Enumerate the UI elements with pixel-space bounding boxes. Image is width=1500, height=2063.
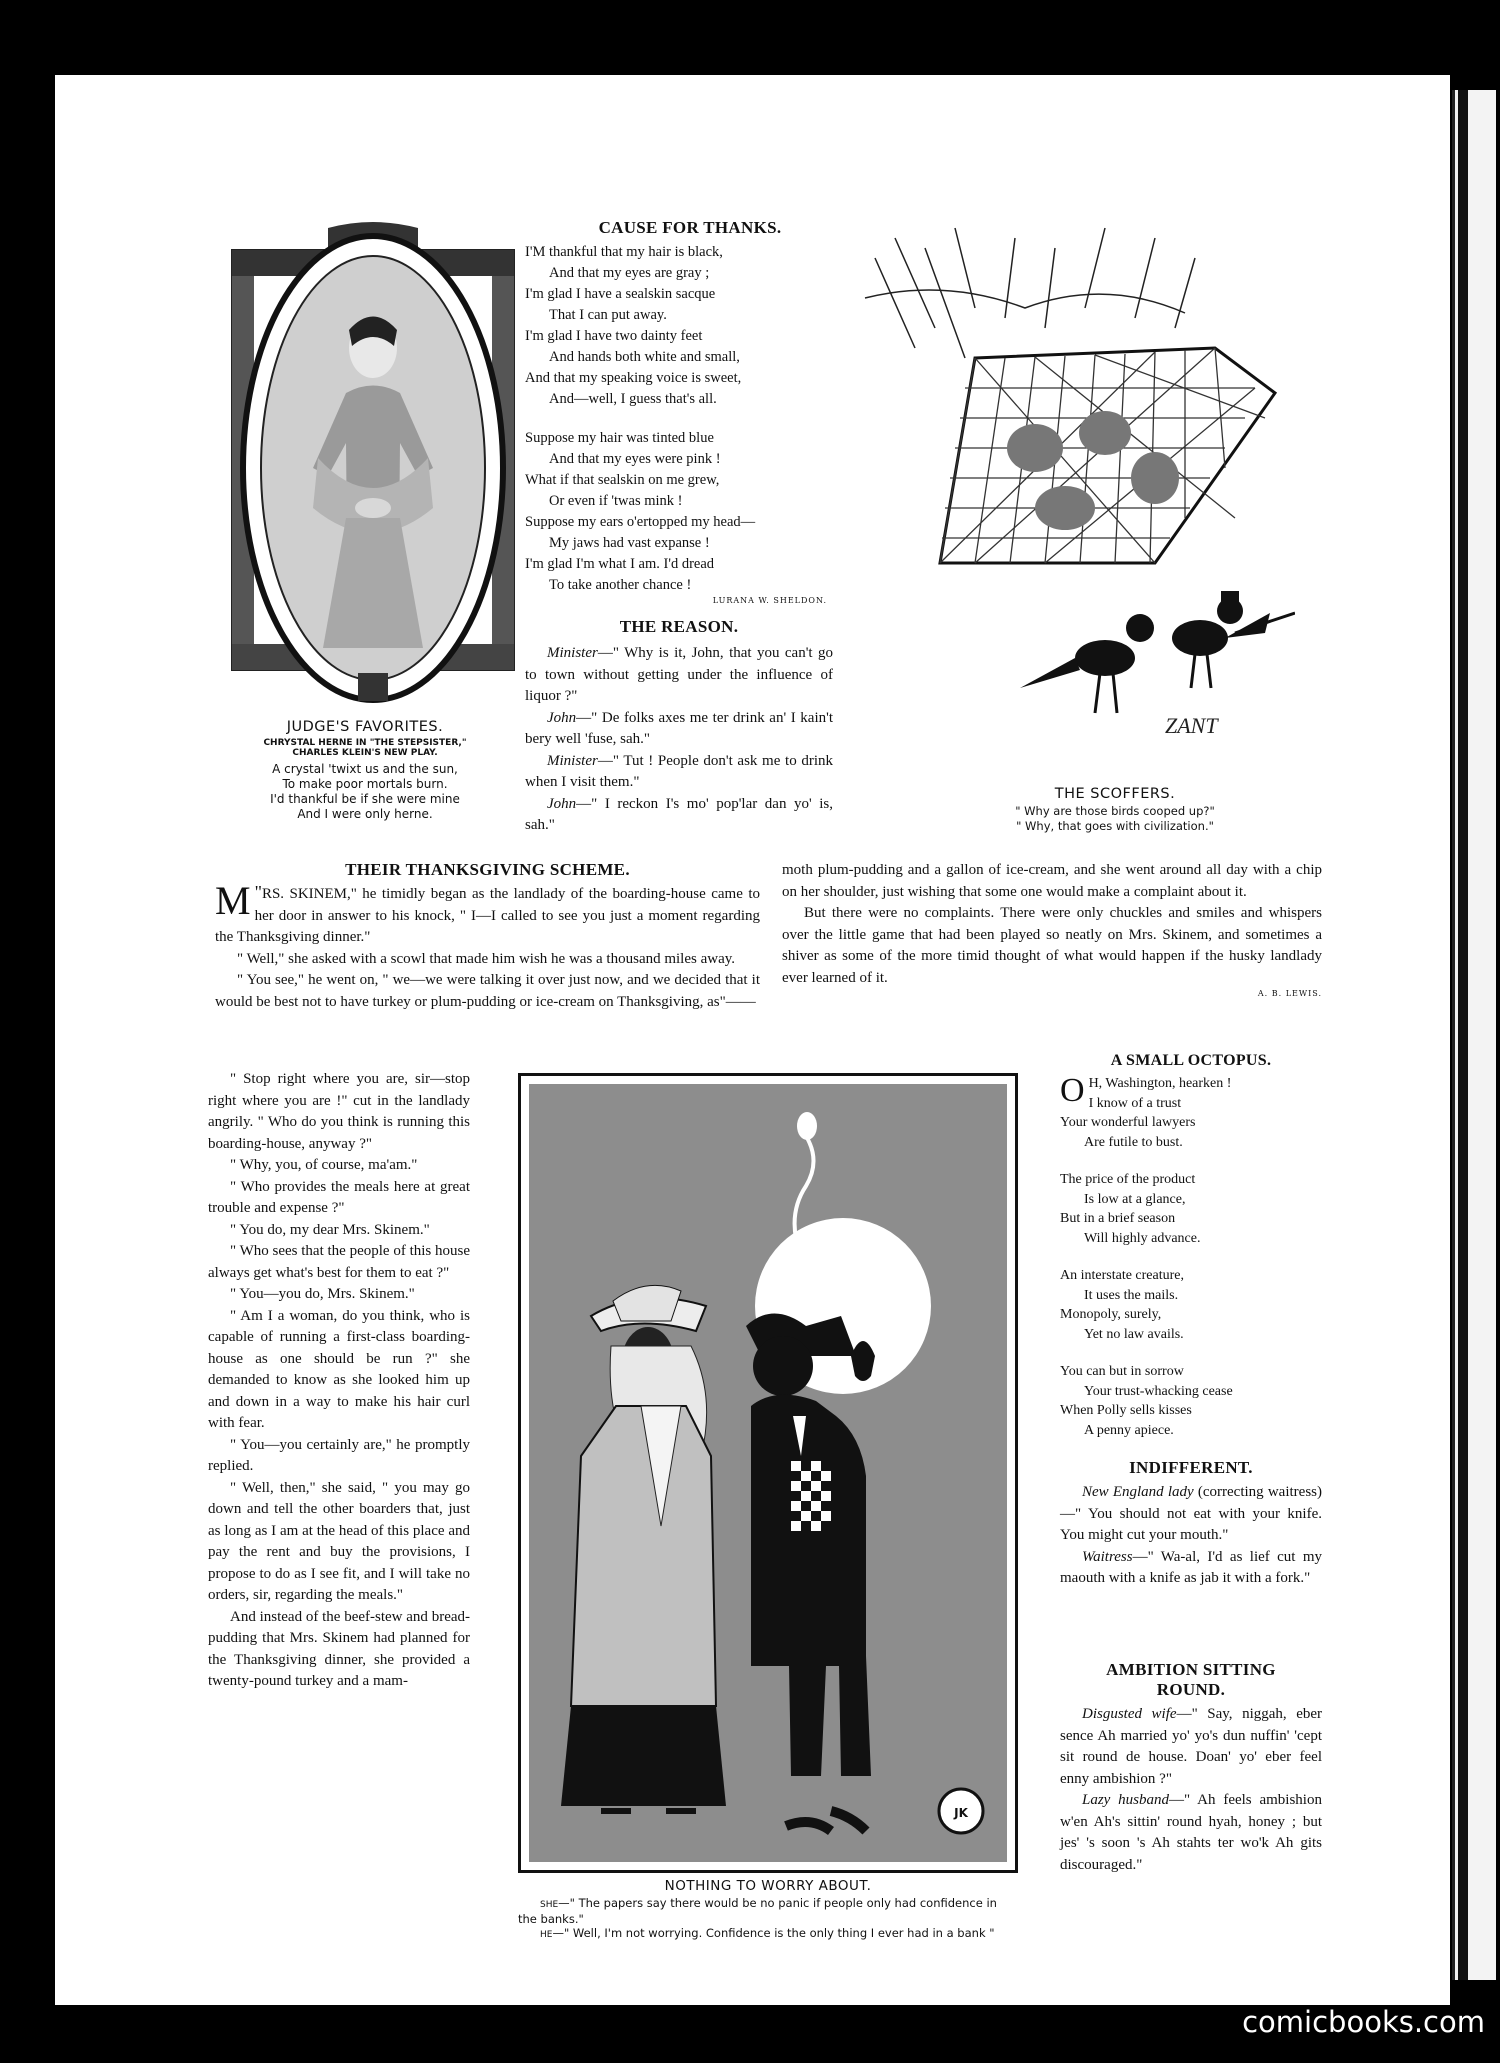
judges-favorites-caption (215, 719, 515, 822)
the-reason-joke: THE REASON. Minister—" Why is it, John, that you can't go to town without getting under the influence of liquor ?" John—" De folks axes me ter drink an' I kain't bery well 'fuse, sah." Minister—" Tut ! People don't ask me to drink when I visit them." John—" I reckon I's mo' pop'lar dan yo' is, sah." (525, 617, 833, 833)
thanksgiving-author: A. B. LEWIS. (1257, 989, 1322, 998)
judges-favorites-sub2: CHARLES KLEIN'S NEW PLAY. (292, 748, 438, 758)
ambition-title-2: ROUND. (1156, 1680, 1226, 1699)
judges-favorites-verse: A crystal 'twixt us and the sun, To make poor mortals burn. I'd thankful be if she were mine And I were only herne. (270, 762, 460, 821)
portrait-frame (228, 218, 518, 703)
svg-text:ZANT: ZANT (1165, 713, 1218, 738)
nothing-to-worry-title: NOTHING TO WORRY ABOUT. (664, 1878, 872, 1894)
small-octopus-title: A SMALL OCTOPUS. (1110, 1052, 1272, 1069)
nothing-to-worry-cartoon (518, 1073, 1018, 1873)
nothing-to-worry-caption: NOTHING TO WORRY ABOUT. SHE—" The papers say there would be no panic if people only had confidence in the banks." HE—" Well, I'm not worrying. Confidence is the only thing I ever had in a bank " (518, 1878, 1018, 1942)
next-page-edge (1452, 90, 1496, 1980)
thanksgiving-dropcap: M (215, 878, 251, 923)
the-reason-title: THE REASON. (619, 617, 739, 636)
indifferent-title: INDIFFERENT. (1129, 1458, 1253, 1477)
scoffers-caption: THE SCOFFERS. " Why are those birds cooped up?" " Why, that goes with civilization." (965, 786, 1265, 834)
svg-text:JK: JK (954, 1806, 968, 1820)
site-watermark: comicbooks.com (1242, 2005, 1485, 2039)
octopus-dropcap: O (1060, 1072, 1085, 1109)
judges-favorites-sub1: CHRYSTAL HERNE IN "THE STEPSISTER," (263, 738, 467, 748)
thanksgiving-scheme-column: " Stop right where you are, sir—stop right where you are !" cut in the landlady angrily. " Who do you think is running this boarding-house, anyway ?" " Why, you, of course, ma'am." " Who provides the meals here at great trouble and expense ?" " You do, my dear Mrs. Skinem." " Who sees that the people of this house always get what's best for them to eat ?" " You—you do, Mrs. Skinem." " Am I a woman, do you think, who is capable of running a first-class boarding-house as one should be run ?" she demanded to know as she looked him up and down in a way to make his hair curl with fear. " You—you certainly are," he promptly replied. " Well, then," she said, " you may go down and tell the other boarders that, just as long as I am at the head of this place and pay the rent and buy the provisions, I propose to do as I see fit, and I will take no orders, sir, regarding the meals." And instead of the beef-stew and bread-pudding that Mrs. Skinem had planned for the Thanksgiving dinner, she provided a twenty-pound turkey and a mam- (208, 1071, 470, 1689)
judges-favorites-title: JUDGE'S FAVORITES. (286, 719, 444, 735)
ambition-title: AMBITION SITTING (1106, 1660, 1276, 1679)
thanksgiving-scheme-title: THEIR THANKSGIVING SCHEME. (345, 860, 630, 879)
cause-for-thanks-author: LURANA W. SHELDON. (712, 596, 827, 605)
cause-for-thanks-title: CAUSE FOR THANKS. (598, 218, 782, 237)
scoffers-illustration (855, 218, 1295, 778)
ambition-joke: AMBITION SITTING ROUND. Disgusted wife—" Say, niggah, eber sence Ah married yo' yo's dun nuffin' 'cept sit round de house. Doan' yo' eber feel enny ambishion ?" Lazy husband—" Ah feels ambishion w'en Ah's sittin' round hyah, honey ; but jes' 's soon 's Ah stahts ter wo'k Ah gits discouraged." (1060, 1660, 1322, 1873)
cause-for-thanks-poem: CAUSE FOR THANKS. I'M thankful that my hair is black, And that my eyes are gray ; I'm glad I have a sealskin sacque That I can put away. I'm glad I have two dainty feet And hands both white and small, And that my speaking voice is sweet, And—well, I guess that's all. Suppose my hair was tinted blue And that my eyes were pink ! What if that sealskin on me grew, Or even if 'twas mink ! Suppose my ears o'ertopped my head— My jaws had vast expanse ! I'm glad I'm what I am. I'd dread To take another chance ! LURANA W. SHELDON. (525, 218, 855, 605)
indifferent-joke: INDIFFERENT. New England lady (correcting waitress)—" You should not eat with your knife. You might cut your mouth." Waitress—" Wa-al, I'd as lief cut my maouth with a knife as jab it with a fork." (1060, 1458, 1322, 1586)
thanksgiving-scheme-continued: moth plum-pudding and a gallon of ice-cream, and she went around all day with a chip on her shoulder, just wishing that some one would make a complaint about it. But there were no complaints. There were only chuckles and smiles and whispers over the little game that had been played so neatly on Mrs. Skinem, and sometimes a shiver as some of the more timid thought of what would happen if the husky landlady ever learned of it. A. B. LEWIS. (782, 862, 1322, 998)
small-octopus-poem: A SMALL OCTOPUS. O H, Washington, hearken ! I know of a trust Your wonderful lawyers Are futile to bust. The price of the product Is low at a glance, But in a brief season Will highly advance. An interstate creature, It uses the mails. Monopoly, surely, Yet no law avails. You can but in sorrow Your trust-whacking cease When Polly sells kisses A penny apiece. (1060, 1052, 1322, 1440)
thanksgiving-scheme-story: THEIR THANKSGIVING SCHEME. " M RS. SKINEM," he timidly began as the landlady of the boarding-house came to her door in answer to his knock, " I—I called to see you just a moment regarding the Thanksgiving dinner." " Well," she asked with a scowl that made him wish he was a thousand miles away. " You see," he went on, " we—we were talking it over just now, and we decided that it would be best not to have turkey or plum-pudding or ice-cream on Thanksgiving, as"—— (215, 860, 760, 1010)
scoffers-title: THE SCOFFERS. (1054, 786, 1176, 802)
